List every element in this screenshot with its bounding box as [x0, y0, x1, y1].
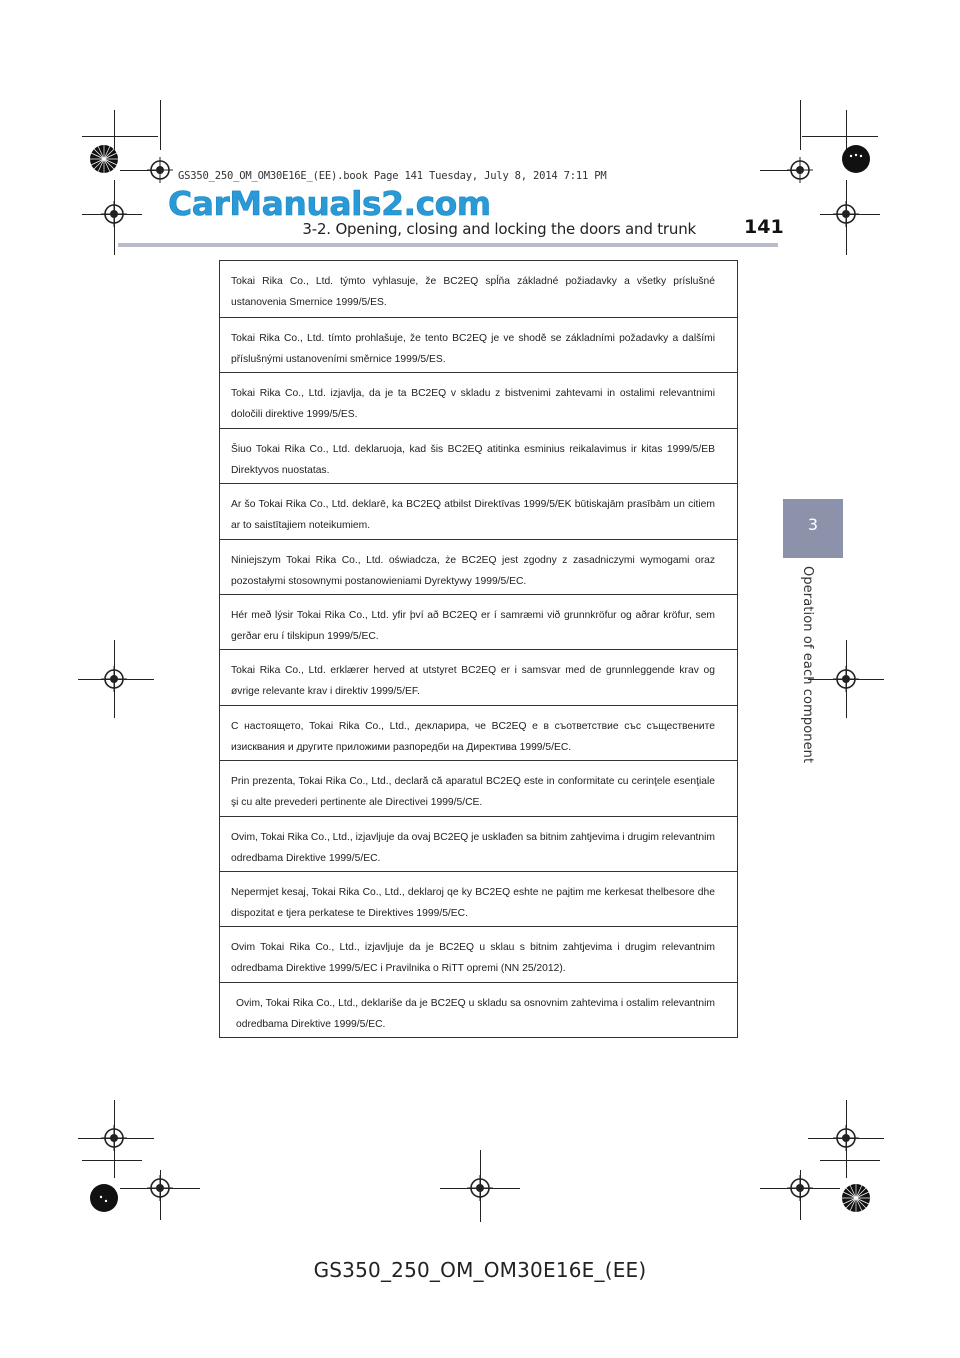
starburst-mark-icon	[89, 1183, 119, 1213]
model-code: GS350_250_OM_OM30E16E_(EE)	[313, 1258, 647, 1282]
declaration-row: Tokai Rika Co., Ltd. týmto vyhlasuje, že BC2EQ spĺňa základné požiadavky a všetky príslušné ustanovenia Smernice 1999/5/ES.	[231, 276, 715, 308]
header-rule	[118, 243, 778, 247]
crop-line	[82, 136, 158, 137]
crop-line	[82, 1160, 142, 1161]
starburst-mark-icon	[841, 1183, 871, 1213]
page-number: 141	[744, 216, 784, 238]
declaration-row: Šiuo Tokai Rika Co., Ltd. deklaruoja, kad šis BC2EQ atitinka esminius reikalavimus ir kitas 1999/5/EB Direktyvos nuostatas.	[220, 428, 737, 483]
registration-mark-icon	[101, 666, 127, 692]
crop-line	[800, 100, 801, 150]
declarations-table	[219, 260, 738, 1038]
registration-mark-icon	[833, 1125, 859, 1151]
registration-mark-icon	[101, 201, 127, 227]
registration-mark-icon	[787, 1175, 813, 1201]
declaration-row: Tokai Rika Co., Ltd. izjavlja, da je ta BC2EQ v skladu z bistvenimi zahtevami in ostalimi relevantnimi določili direktive 1999/5/ES.	[220, 372, 737, 428]
declaration-row: Tokai Rika Co., Ltd. erklærer herved at utstyret BC2EQ er i samsvar med de grunnleggende krav og øvrige relevante krav i direktiv 1999/5/EF.	[220, 649, 737, 705]
registration-mark-icon	[833, 201, 859, 227]
section-title: 3-2. Opening, closing and locking the doors and trunk	[302, 220, 696, 238]
file-info-line: GS350_250_OM_OM30E16E_(EE).book Page 141 Tuesday, July 8, 2014 7:11 PM	[178, 170, 607, 182]
starburst-mark-icon	[841, 144, 871, 174]
declaration-row: Tokai Rika Co., Ltd. tímto prohlašuje, že tento BC2EQ je ve shodě se základními požadavky a dalšími příslušnými ustanoveními směrnice 1999/5/ES.	[220, 317, 737, 372]
crop-line	[802, 136, 878, 137]
declaration-row: Hér með lýsir Tokai Rika Co., Ltd. yfir því að BC2EQ er í samræmi við grunnkröfur og aðrar kröfur, sem gerðar eru í tilskipun 1999/5/EC.	[220, 594, 737, 649]
registration-mark-icon	[147, 1175, 173, 1201]
declaration-row: Ovim Tokai Rika Co., Ltd., izjavljuje da je BC2EQ u sklau s bitnim zahtjevima i drugim relevantnim odredbama Direktive 1999/5/EC i Pravilnika o RiTT opremi (NN 25/2012).	[220, 926, 737, 982]
declaration-row: Nepermjet kesaj, Tokai Rika Co., Ltd., deklaroj qe ky BC2EQ eshte ne pajtim me kerkesat thelbesore dhe dispozitat e tjera perkatese te Direktives 1999/5/EC.	[220, 871, 737, 926]
registration-mark-icon	[101, 1125, 127, 1151]
declaration-row: Ar šo Tokai Rika Co., Ltd. deklarē, ka BC2EQ atbilst Direktīvas 1999/5/EK būtiskajām prasībām un citiem ar to saistītajiem noteikumiem.	[220, 483, 737, 539]
registration-mark-icon	[787, 157, 813, 183]
starburst-mark-icon	[89, 144, 119, 174]
chapter-tab: 3	[783, 499, 843, 558]
chapter-label: Operation of each component	[800, 566, 815, 764]
crop-line	[820, 1160, 880, 1161]
declaration-row: Niniejszym Tokai Rika Co., Ltd. oświadcza, że BC2EQ jest zgodny z zasadniczymi wymogami oraz pozostałymi stosownymi postanowieniami Dyrektywy 1999/5/EC.	[220, 539, 737, 594]
declaration-row: Prin prezenta, Tokai Rika Co., Ltd., declară că aparatul BC2EQ este in conformitate cu cerinţele esenţiale şi cu alte prevederi pertinente ale Directivei 1999/5/CE.	[220, 760, 737, 816]
watermark: CarManuals2.com	[168, 184, 491, 223]
declaration-row: С настоящето, Tokai Rika Co., Ltd., декларира, че BC2EQ е в съответствие със съществените изисквания и другите приложими разпоредби на Директива 1999/5/EC.	[220, 705, 737, 760]
declaration-row: Ovim, Tokai Rika Co., Ltd., deklariše da je BC2EQ u skladu sa osnovnim zahtevima i ostalim relevantnim odredbama Direktive 1999/5/EC.	[220, 982, 737, 1037]
declaration-row: Ovim, Tokai Rika Co., Ltd., izjavljuje da ovaj BC2EQ je usklađen sa bitnim zahtjevima i drugim relevantnim odredbama Direktive 1999/5/EC.	[220, 816, 737, 871]
registration-mark-icon	[467, 1175, 493, 1201]
registration-mark-icon	[147, 157, 173, 183]
crop-line	[160, 100, 161, 150]
registration-mark-icon	[833, 666, 859, 692]
